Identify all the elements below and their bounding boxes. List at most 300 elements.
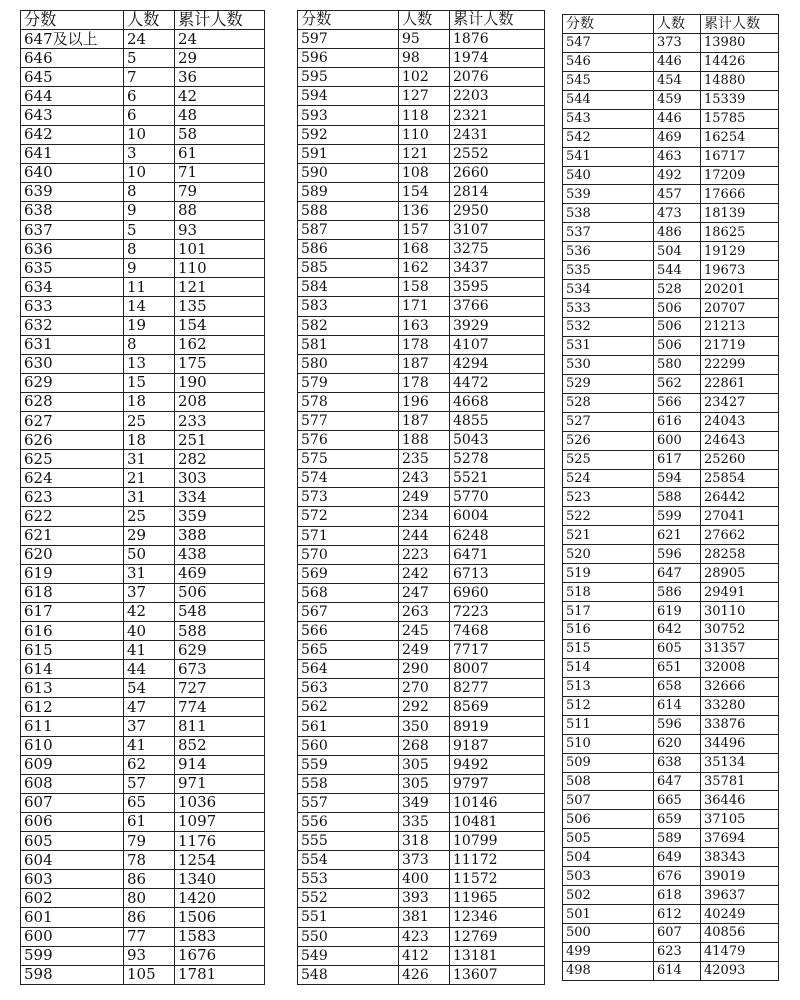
- cell-score: 606: [21, 812, 124, 831]
- cell-cumulative: 1506: [175, 908, 265, 927]
- cell-count: 617: [654, 450, 701, 469]
- cell-score: 573: [298, 488, 399, 507]
- cell-score: 630: [21, 354, 124, 373]
- cell-cumulative: 2431: [450, 125, 545, 144]
- cell-score: 506: [563, 810, 654, 829]
- cell-count: 605: [654, 639, 701, 658]
- cell-score: 574: [298, 469, 399, 488]
- table-row: [298, 736, 545, 755]
- cell-count: 268: [399, 736, 450, 755]
- table-row: [298, 641, 545, 660]
- cell-cumulative: 2321: [450, 106, 545, 125]
- cell-cumulative: 11572: [450, 870, 545, 889]
- cell-score: 576: [298, 431, 399, 450]
- cell-cumulative: 1781: [175, 965, 265, 984]
- cell-cumulative: 233: [175, 411, 265, 430]
- cell-score: 516: [563, 621, 654, 640]
- cell-score: 585: [298, 259, 399, 278]
- cell-count: 270: [399, 679, 450, 698]
- table-row: [563, 71, 779, 90]
- table-row: [298, 583, 545, 602]
- cell-cumulative: 6248: [450, 526, 545, 545]
- cell-score: 539: [563, 185, 654, 204]
- cell-cumulative: 8569: [450, 698, 545, 717]
- cell-count: 163: [399, 316, 450, 335]
- table-row: [298, 889, 545, 908]
- cell-cumulative: 14426: [701, 52, 779, 71]
- cell-count: 187: [399, 411, 450, 430]
- cell-cumulative: 4107: [450, 335, 545, 354]
- cell-score: 644: [21, 87, 124, 106]
- cell-score: 607: [21, 793, 124, 812]
- cell-score: 643: [21, 106, 124, 125]
- cell-count: 5: [124, 49, 175, 68]
- cell-score: 588: [298, 201, 399, 220]
- cell-score: 622: [21, 507, 124, 526]
- table-row: [563, 961, 779, 980]
- table-row: [563, 772, 779, 791]
- table-row: [563, 431, 779, 450]
- table-row: [21, 221, 265, 240]
- cell-score: 584: [298, 278, 399, 297]
- table-row: [563, 469, 779, 488]
- table-row: [563, 942, 779, 961]
- cell-count: 506: [654, 318, 701, 337]
- table-row: [21, 812, 265, 831]
- cell-score: 595: [298, 68, 399, 87]
- cell-score: 612: [21, 698, 124, 717]
- cell-score: 499: [563, 942, 654, 961]
- cell-cumulative: 548: [175, 602, 265, 621]
- cell-cumulative: 17666: [701, 185, 779, 204]
- cell-cumulative: 61: [175, 144, 265, 163]
- cell-count: 37: [124, 583, 175, 602]
- cell-count: 234: [399, 507, 450, 526]
- cell-count: 121: [399, 144, 450, 163]
- cell-count: 8: [124, 182, 175, 201]
- cell-score: 527: [563, 412, 654, 431]
- table-row: [563, 450, 779, 469]
- cell-count: 659: [654, 810, 701, 829]
- cell-count: 247: [399, 583, 450, 602]
- cell-cumulative: 22861: [701, 374, 779, 393]
- cell-count: 171: [399, 297, 450, 316]
- cell-cumulative: 34496: [701, 734, 779, 753]
- table-row: [298, 488, 545, 507]
- cell-count: 290: [399, 660, 450, 679]
- cell-score: 627: [21, 411, 124, 430]
- table-row: [21, 240, 265, 259]
- cell-cumulative: 673: [175, 660, 265, 679]
- cell-count: 24: [124, 30, 175, 49]
- column-header-count: 人数: [654, 15, 701, 34]
- cell-score: 555: [298, 832, 399, 851]
- table-row: [21, 106, 265, 125]
- table-row: [563, 734, 779, 753]
- cell-cumulative: 2950: [450, 201, 545, 220]
- cell-cumulative: 37105: [701, 810, 779, 829]
- cell-cumulative: 11965: [450, 889, 545, 908]
- cell-count: 614: [654, 961, 701, 980]
- table-row: [21, 736, 265, 755]
- column-header-score: 分数: [21, 11, 124, 30]
- cell-cumulative: 9187: [450, 736, 545, 755]
- table-row: [21, 832, 265, 851]
- cell-score: 613: [21, 679, 124, 698]
- cell-score: 594: [298, 87, 399, 106]
- table-row: [563, 886, 779, 905]
- cell-score: 518: [563, 583, 654, 602]
- cell-score: 591: [298, 144, 399, 163]
- table-row: [298, 87, 545, 106]
- cell-score: 642: [21, 125, 124, 144]
- table-row: [21, 564, 265, 583]
- cell-score: 617: [21, 602, 124, 621]
- cell-score: 637: [21, 221, 124, 240]
- cell-count: 528: [654, 280, 701, 299]
- cell-count: 350: [399, 717, 450, 736]
- table-row: [298, 316, 545, 335]
- cell-cumulative: 36446: [701, 791, 779, 810]
- cell-count: 41: [124, 641, 175, 660]
- table-row: [21, 488, 265, 507]
- cell-score: 523: [563, 488, 654, 507]
- cell-count: 10: [124, 125, 175, 144]
- cell-score: 615: [21, 641, 124, 660]
- cell-score: 604: [21, 851, 124, 870]
- cell-score: 511: [563, 715, 654, 734]
- cell-cumulative: 30110: [701, 602, 779, 621]
- cell-count: 658: [654, 677, 701, 696]
- cell-count: 612: [654, 905, 701, 924]
- cell-cumulative: 22299: [701, 355, 779, 374]
- cell-score: 572: [298, 507, 399, 526]
- cell-count: 61: [124, 812, 175, 831]
- cell-count: 31: [124, 488, 175, 507]
- cell-cumulative: 36: [175, 68, 265, 87]
- table-row: [563, 412, 779, 431]
- cell-count: 21: [124, 469, 175, 488]
- cell-cumulative: 41479: [701, 942, 779, 961]
- cell-cumulative: 42093: [701, 961, 779, 980]
- cell-score: 640: [21, 163, 124, 182]
- cell-count: 665: [654, 791, 701, 810]
- cell-cumulative: 1176: [175, 832, 265, 851]
- cell-score: 529: [563, 374, 654, 393]
- cell-cumulative: 7223: [450, 602, 545, 621]
- cell-cumulative: 1254: [175, 851, 265, 870]
- table-row: [298, 49, 545, 68]
- table-row: [563, 147, 779, 166]
- cell-score: 526: [563, 431, 654, 450]
- cell-cumulative: 852: [175, 736, 265, 755]
- cell-cumulative: 359: [175, 507, 265, 526]
- table-row: [298, 526, 545, 545]
- cell-count: 588: [654, 488, 701, 507]
- cell-count: 62: [124, 755, 175, 774]
- table-row: [563, 583, 779, 602]
- cell-count: 504: [654, 242, 701, 261]
- cell-count: 457: [654, 185, 701, 204]
- cell-count: 242: [399, 564, 450, 583]
- table-row: [298, 717, 545, 736]
- table-row: [21, 641, 265, 660]
- table-row: [21, 755, 265, 774]
- cell-cumulative: 190: [175, 373, 265, 392]
- cell-count: 292: [399, 698, 450, 717]
- cell-score: 623: [21, 488, 124, 507]
- cell-cumulative: 9492: [450, 755, 545, 774]
- table-row: [21, 163, 265, 182]
- table-row: [21, 851, 265, 870]
- cell-score: 609: [21, 755, 124, 774]
- cell-count: 249: [399, 488, 450, 507]
- cell-score: 629: [21, 373, 124, 392]
- cell-score: 631: [21, 335, 124, 354]
- cell-score: 628: [21, 392, 124, 411]
- table-row: [21, 182, 265, 201]
- table-row: [563, 753, 779, 772]
- cell-count: 459: [654, 90, 701, 109]
- table-row: [563, 299, 779, 318]
- table-row: [563, 242, 779, 261]
- cell-score: 500: [563, 924, 654, 943]
- cell-cumulative: 37694: [701, 829, 779, 848]
- cell-cumulative: 28258: [701, 545, 779, 564]
- cell-cumulative: 20201: [701, 280, 779, 299]
- table-row: [21, 583, 265, 602]
- cell-cumulative: 16254: [701, 128, 779, 147]
- cell-cumulative: 1974: [450, 49, 545, 68]
- table-row: [298, 870, 545, 889]
- cell-count: 162: [399, 259, 450, 278]
- cell-score: 538: [563, 204, 654, 223]
- cell-score: 546: [563, 52, 654, 71]
- cell-cumulative: 24: [175, 30, 265, 49]
- cell-score: 545: [563, 71, 654, 90]
- cell-score: 614: [21, 660, 124, 679]
- cell-count: 9: [124, 259, 175, 278]
- cell-count: 607: [654, 924, 701, 943]
- table-row: [21, 870, 265, 889]
- cell-cumulative: 1876: [450, 30, 545, 49]
- cell-count: 305: [399, 774, 450, 793]
- cell-score: 557: [298, 793, 399, 812]
- cell-score: 561: [298, 717, 399, 736]
- cell-count: 651: [654, 658, 701, 677]
- cell-score: 620: [21, 545, 124, 564]
- column-header-score: 分数: [563, 15, 654, 34]
- table-row: [298, 793, 545, 812]
- cell-score: 520: [563, 545, 654, 564]
- table-row: [298, 507, 545, 526]
- cell-cumulative: 17209: [701, 166, 779, 185]
- table-row: [21, 526, 265, 545]
- cell-score: 553: [298, 870, 399, 889]
- column-header-count: 人数: [124, 11, 175, 30]
- cell-count: 580: [654, 355, 701, 374]
- column-header-cumulative: 累计人数: [701, 15, 779, 34]
- cell-cumulative: 251: [175, 431, 265, 450]
- cell-score: 635: [21, 259, 124, 278]
- cell-score: 579: [298, 373, 399, 392]
- table-row: [563, 658, 779, 677]
- cell-cumulative: 21213: [701, 318, 779, 337]
- cell-cumulative: 4294: [450, 354, 545, 373]
- cell-count: 40: [124, 622, 175, 641]
- cell-cumulative: 48: [175, 106, 265, 125]
- cell-count: 168: [399, 240, 450, 259]
- cell-count: 623: [654, 942, 701, 961]
- cell-score: 543: [563, 109, 654, 128]
- cell-score: 528: [563, 393, 654, 412]
- cell-cumulative: 13980: [701, 33, 779, 52]
- cell-count: 18: [124, 431, 175, 450]
- cell-count: 13: [124, 354, 175, 373]
- cell-count: 620: [654, 734, 701, 753]
- table-row: [21, 774, 265, 793]
- cell-count: 178: [399, 335, 450, 354]
- cell-cumulative: 3275: [450, 240, 545, 259]
- cell-count: 25: [124, 411, 175, 430]
- cell-cumulative: 5043: [450, 431, 545, 450]
- cell-cumulative: 11172: [450, 851, 545, 870]
- cell-score: 593: [298, 106, 399, 125]
- cell-cumulative: 13181: [450, 946, 545, 965]
- cell-score: 542: [563, 128, 654, 147]
- cell-score: 608: [21, 774, 124, 793]
- cell-cumulative: 25854: [701, 469, 779, 488]
- cell-count: 423: [399, 927, 450, 946]
- cell-count: 187: [399, 354, 450, 373]
- cell-cumulative: 12346: [450, 908, 545, 927]
- cell-score: 582: [298, 316, 399, 335]
- cell-count: 25: [124, 507, 175, 526]
- cell-count: 616: [654, 412, 701, 431]
- cell-count: 245: [399, 622, 450, 641]
- cell-score: 578: [298, 392, 399, 411]
- cell-score: 618: [21, 583, 124, 602]
- table-row: [298, 660, 545, 679]
- table-row: [21, 411, 265, 430]
- cell-count: 7: [124, 68, 175, 87]
- cell-cumulative: 21719: [701, 336, 779, 355]
- cell-cumulative: 6004: [450, 507, 545, 526]
- cell-score: 502: [563, 886, 654, 905]
- table-row: [21, 889, 265, 908]
- table-row: [563, 223, 779, 242]
- cell-count: 6: [124, 106, 175, 125]
- table-row: [563, 204, 779, 223]
- cell-score: 535: [563, 261, 654, 280]
- cell-count: 86: [124, 908, 175, 927]
- table-row: [21, 507, 265, 526]
- cell-count: 454: [654, 71, 701, 90]
- cell-cumulative: 971: [175, 774, 265, 793]
- table-row: [21, 259, 265, 278]
- table-row: [21, 908, 265, 927]
- cell-cumulative: 20707: [701, 299, 779, 318]
- table-row: [563, 507, 779, 526]
- cell-cumulative: 506: [175, 583, 265, 602]
- cell-count: 14: [124, 297, 175, 316]
- cell-count: 196: [399, 392, 450, 411]
- cell-count: 78: [124, 851, 175, 870]
- table-row: [298, 851, 545, 870]
- cell-cumulative: 4472: [450, 373, 545, 392]
- cell-count: 486: [654, 223, 701, 242]
- column-header-cumulative: 累计人数: [450, 11, 545, 30]
- table-row: [21, 793, 265, 812]
- cell-cumulative: 10146: [450, 793, 545, 812]
- table-row: [21, 316, 265, 335]
- cell-count: 136: [399, 201, 450, 220]
- table-row: [298, 927, 545, 946]
- cell-count: 446: [654, 109, 701, 128]
- cell-cumulative: 388: [175, 526, 265, 545]
- cell-count: 105: [124, 965, 175, 984]
- cell-count: 5: [124, 221, 175, 240]
- table-row: [563, 488, 779, 507]
- cell-cumulative: 19129: [701, 242, 779, 261]
- cell-count: 263: [399, 602, 450, 621]
- cell-cumulative: 25260: [701, 450, 779, 469]
- cell-cumulative: 4668: [450, 392, 545, 411]
- table-row: [298, 965, 545, 984]
- cell-score: 611: [21, 717, 124, 736]
- cell-count: 158: [399, 278, 450, 297]
- cell-score: 605: [21, 832, 124, 851]
- cell-score: 530: [563, 355, 654, 374]
- cell-cumulative: 469: [175, 564, 265, 583]
- cell-cumulative: 39637: [701, 886, 779, 905]
- cell-score: 616: [21, 622, 124, 641]
- cell-cumulative: 15339: [701, 90, 779, 109]
- cell-score: 505: [563, 829, 654, 848]
- cell-score: 544: [563, 90, 654, 109]
- cell-count: 110: [399, 125, 450, 144]
- table-row: [298, 144, 545, 163]
- cell-cumulative: 1420: [175, 889, 265, 908]
- table-row: [21, 545, 265, 564]
- table-row: [298, 545, 545, 564]
- table-row: [298, 908, 545, 927]
- cell-cumulative: 1097: [175, 812, 265, 831]
- cell-cumulative: 8007: [450, 660, 545, 679]
- cell-count: 79: [124, 832, 175, 851]
- cell-count: 10: [124, 163, 175, 182]
- cell-score: 563: [298, 679, 399, 698]
- cell-count: 506: [654, 299, 701, 318]
- table-row: [563, 905, 779, 924]
- cell-count: 11: [124, 278, 175, 297]
- cell-cumulative: 914: [175, 755, 265, 774]
- cell-count: 127: [399, 87, 450, 106]
- table-row: [21, 965, 265, 984]
- cell-cumulative: 438: [175, 545, 265, 564]
- cell-cumulative: 3766: [450, 297, 545, 316]
- cell-count: 98: [399, 49, 450, 68]
- cell-score: 556: [298, 812, 399, 831]
- cell-score: 548: [298, 965, 399, 984]
- cell-count: 349: [399, 793, 450, 812]
- cell-count: 6: [124, 87, 175, 106]
- cell-cumulative: 7717: [450, 641, 545, 660]
- cell-score: 647及以上: [21, 30, 124, 49]
- cell-count: 249: [399, 641, 450, 660]
- cell-cumulative: 1676: [175, 946, 265, 965]
- cell-count: 600: [654, 431, 701, 450]
